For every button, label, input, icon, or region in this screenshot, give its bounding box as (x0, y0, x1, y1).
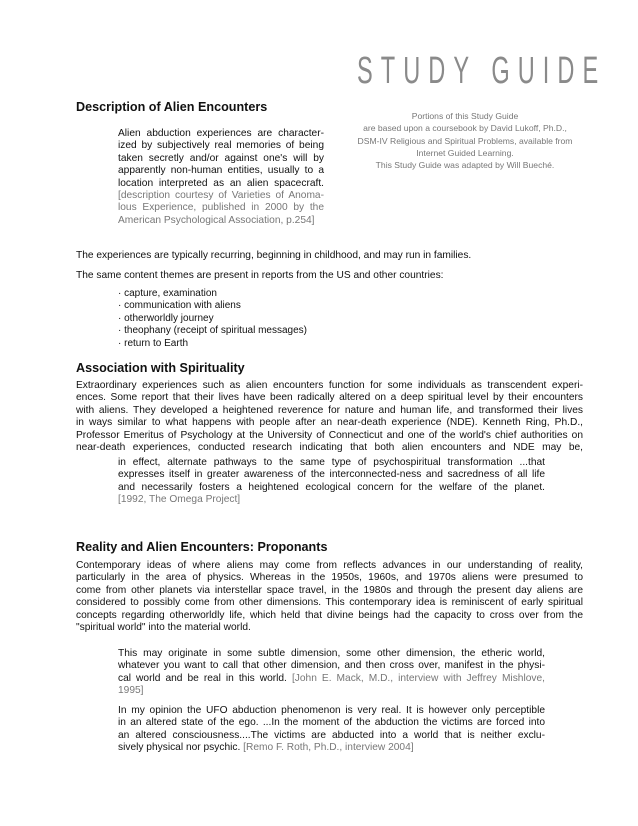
study-guide-title: STUDY GUIDE (357, 50, 607, 92)
recurring-line: The experiences are typically recurring, beginning in childhood, and may run in families. (76, 250, 472, 261)
citation-line: [description courtesy of Varieties of Anoma- (118, 190, 324, 202)
heading-reality: Reality and Alien Encounters: Proponants (76, 540, 328, 554)
source-note-line: DSM-IV Religious and Spiritual Problems, available from (357, 135, 573, 146)
quote-line: Alien abduction experiences are character- (118, 128, 324, 139)
reality-paragraph (76, 560, 583, 634)
quote-text: sively physical nor psychic. (118, 742, 241, 754)
quote-line: expresses itself in greater awareness of the interconnected-ness and sacredness of all life (118, 469, 545, 481)
list-item: · communication with aliens (118, 300, 241, 312)
paragraph-line: in ways similar to what happens with people after an near-death experience (NDE). Kenneth Ring, Ph.D., (76, 417, 583, 429)
quote-line: in an altered state of the ego. ...In the moment of the abduction the victims are forced into (118, 717, 545, 729)
quote-line: apparently non-human entities, usually to a (118, 165, 324, 177)
spirituality-paragraph (76, 380, 583, 454)
paragraph-line: concepts regarding otherworldly life, which held that divine beings had the capacity to cross over from the (76, 609, 583, 621)
spirituality-quote (118, 457, 545, 507)
heading-spirituality: Association with Spirituality (76, 361, 245, 375)
citation-line: lous Experience, published in 2000 by the (118, 202, 324, 214)
quote-line: and necessarily fosters a heightened ecological concern for the welfare of the planet. (118, 481, 545, 493)
list-item: · return to Earth (118, 337, 189, 349)
source-note-line: Internet Guided Learning. (416, 147, 514, 158)
themes-intro-line: The same content themes are present in reports from the US and other countries: (76, 270, 444, 281)
paragraph-line: Contemporary ideas of where aliens may come from reflects advances in our understanding of reality, (76, 560, 583, 571)
quote-line (118, 673, 545, 685)
quote-line: an altered consciousness....The victims are abducted into a world that is neither exclu- (118, 729, 545, 741)
source-note-line: Portions of this Study Guide (411, 111, 519, 121)
quote-text: cal world and be real in this world. (118, 672, 287, 684)
quote-line: in effect, alternate pathways to the same type of psychospiritual transformation ...that (118, 457, 545, 468)
mack-quote (118, 648, 545, 698)
quote-line: taken secretly and/or against one's will by (118, 152, 324, 164)
paragraph-line: Extraordinary experiences such as alien encounters function for some individuals as transcendent experi- (76, 380, 583, 391)
quote-line: ized by subjectively real memories of being (118, 140, 324, 152)
roth-quote (118, 705, 545, 755)
paragraph-line: with aliens. They developed a heightened reverence for nature and human life, and transformed their lives (76, 404, 583, 416)
citation-line: [1992, The Omega Project] (118, 494, 241, 506)
citation-line: American Psychological Association, p.254] (118, 214, 315, 226)
list-item: · capture, examination (118, 288, 217, 299)
citation-text: [John E. Mack, M.D., interview with Jeffrey Mishlove, (291, 672, 545, 684)
source-note (340, 110, 590, 171)
paragraph-line: considered to possibly come from other dimensions. This contemporary idea is reminiscent of early spiritual (76, 597, 583, 609)
paragraph-line: particularly in the area of physics. Whereas in the 1950s, 1960s, and 1970s aliens were presumed to (76, 572, 583, 584)
paragraph-line: Professor Emeritus of Psychology at the University of Connecticut and one of the world's chief authorities on (76, 429, 583, 441)
quote-line: whatever you want to call that other dimension, and then cross over, manifest in the physi- (118, 660, 545, 672)
list-item: · otherworldly journey (118, 312, 214, 324)
source-note-line: are based upon a coursebook by David Lukoff, Ph.D., (363, 123, 567, 134)
heading-description: Description of Alien Encounters (76, 100, 268, 114)
paragraph-line: "spiritual world" into the material world. (76, 622, 251, 634)
paragraph-line: near-death experiences, conducted research indicating that both alien encounters and NDE may be, (76, 442, 583, 454)
themes-list (118, 288, 307, 350)
source-note-line: This Study Guide was adapted by Will Bueché. (375, 160, 555, 171)
quote-line: In my opinion the UFO abduction phenomenon is very real. It is however only perceptible (118, 705, 545, 716)
quote-line: location interpreted as an alien spacecraft. (118, 177, 324, 189)
paragraph-line: come from other planets via interstellar space travel, in the 1980s and through the present day aliens are (76, 584, 583, 596)
paragraph-line: ences. Some report that their lives have been radically altered on a deep spiritual level by their encounters (76, 392, 583, 404)
list-item: · theophany (receipt of spiritual messages) (118, 325, 307, 337)
citation-line: 1995] (118, 685, 144, 697)
citation-text: [Remo F. Roth, Ph.D., interview 2004] (243, 742, 414, 754)
description-quote (118, 128, 324, 227)
quote-line (118, 742, 545, 754)
quote-line: This may originate in some subtle dimension, some other dimension, the etheric world, (118, 648, 545, 659)
